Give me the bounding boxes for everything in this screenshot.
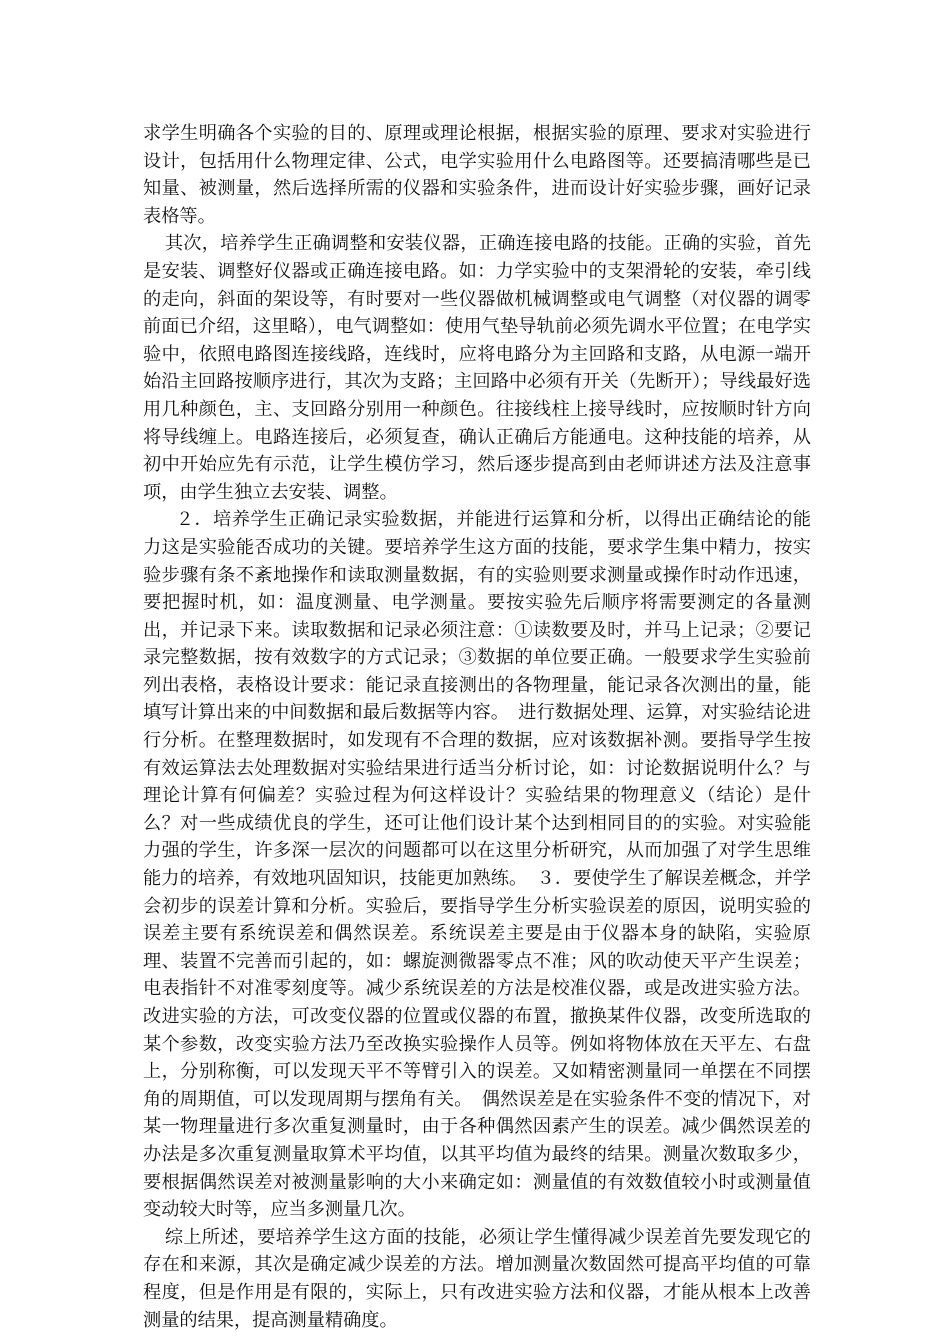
paragraph-continued: 求学生明确各个实验的目的、原理或理论根据，根据实验的原理、要求对实验进行设计，包括用什么物理定律、公式，电学实验用什么电路图等。还要搞清哪些是已知量、被测量，然后选择所需的仪器和实验条件，进而设计好实验步骤，画好记录表格等。	[143, 123, 811, 227]
paragraph-instrument-setup: 其次，培养学生正确调整和安装仪器，正确连接电路的技能。正确的实验，首先是安装、调整好仪器或正确连接电路。如：力学实验中的支架滑轮的安装，牵引线的走向，斜面的架设等，有时要对一些仪器做机械调整或电气调整（对仪器的调零前面已介绍，这里略），电气调整如：使用气垫导轨前必须先调水平位置；在电学实验中，依照电路图连接线路，连线时，应将电路分为主回路和支路，从电源一端开始沿主回路按顺序进行，其次为支路；主回路中必须有开关（先断开）；导线最好选用几种颜色，主、支回路分别用一种颜色。往接线柱上接导线时，应按顺时针方向将导线缠上。电路连接后，必须复查，确认正确后方能通电。这种技能的培养，从初中开始应先有示范，让学生模仿学习，然后逐步提高到由老师讲述方法及注意事项，由学生独立去安装、调整。	[143, 233, 811, 503]
document-body	[143, 120, 811, 1334]
paragraph-conclusion: 综上所述，要培养学生这方面的技能，必须让学生懂得减少误差首先要发现它的存在和来源，其次是确定减少误差的方法。增加测量次数固然可提高平均值的可靠程度，但是作用是有限的，实际上，只有改进实验方法和仪器，才能从根本上改善测量的结果，提高测量精确度。	[143, 1226, 811, 1331]
paragraph-data-recording: ２．培养学生正确记录实验数据，并能进行运算和分析，以得出正确结论的能力这是实验能否成功的关键。要培养学生这方面的技能，要求学生集中精力，按实验步骤有条不紊地操作和读取测量数据，有的实验则要求测量或操作时动作迅速，要把握时机，如：温度测量、电学测量。要按实验先后顺序将需要测定的各量测出，并记录下来。读取数据和记录必须注意：①读数要及时，并马上记录；②要记录完整数据，按有效数字的方式记录；③数据的单位要正确。一般要求学生实验前列出表格，表格设计要求：能记录直接测出的各物理量，能记录各次测出的量，能填写计算出来的中间数据和最后数据等内容。 进行数据处理、运算，对实验结论进行分析。在整理数据时，如发现有不合理的数据，应对该数据补测。要指导学生按有效运算法去处理数据对实验结果进行适当分析讨论，如：讨论数据说明什么？与理论计算有何偏差？实验过程为何这样设计？实验结果的物理意义（结论）是什么？对一些成绩优良的学生，还可让他们设计某个达到相同目的的实验。对实验能力强的学生，许多深一层次的问题都可以在这里分析研究，从而加强了对学生思维能力的培养，有效地巩固知识，技能更加熟练。 ３．要使学生了解误差概念，并学会初步的误差计算和分析。实验后，要指导学生分析实验误差的原因，说明实验的误差主要有系统误差和偶然误差。系统误差主要是由于仪器本身的缺陷，实验原理、装置不完善而引起的，如：螺旋测微器零点不准；风的吹动使天平产生误差；电表指针不对准零刻度等。减少系统误差的方法是校准仪器，或是改进实验方法。改进实验的方法，可改变仪器的位置或仪器的布置，撤换某件仪器，改变所选取的某个参数，改变实验方法乃至改换实验操作人员等。例如将物体放在天平左、右盘上，分别称衡，可以发现天平不等臂引入的误差。又如精密测量同一单摆在不同摆角的周期值，可以发现周期与摆角有关。 偶然误差是在实验条件不变的情况下，对某一物理量进行多次重复测量时，由于各种偶然因素产生的误差。减少偶然误差的办法是多次重复测量取算术平均值，以其平均值为最终的结果。测量次数取多少，要根据偶然误差对被测量影响的大小来确定如：测量值的有效数值较小时或测量值变动较大时等，应当多测量几次。	[143, 509, 811, 1221]
